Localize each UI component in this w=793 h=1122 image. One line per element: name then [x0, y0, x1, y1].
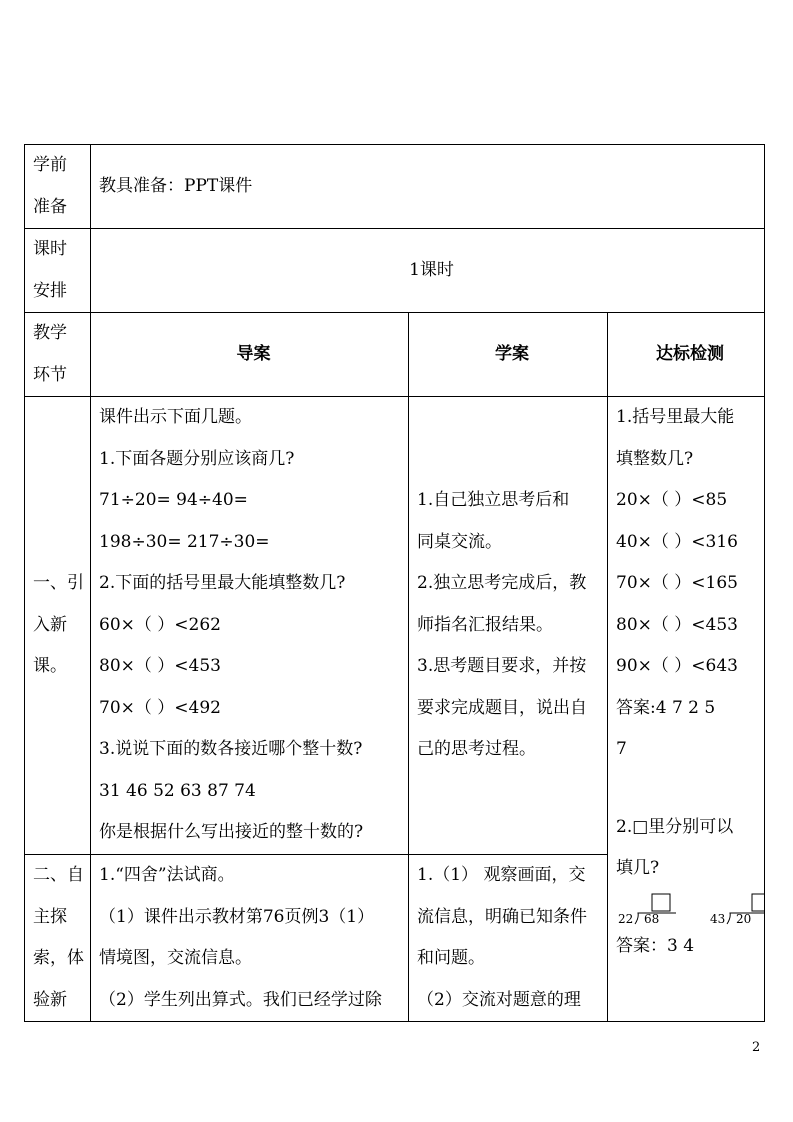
row-prep: [25, 145, 765, 229]
div2-divisor: 43: [710, 911, 726, 926]
section1-guide: 课件出示下面几题。 1.下面各题分别应该商几? 71÷20= 94÷40= 198÷30= 217÷30= 2.下面的括号里最大能填整数几? 60×（ ）<262 80×（ ）<453 70×（ ）<492 3.说说下面的数各接近哪个整十数? 31 46 52 63 87 74 你是根据什么写出接近的整十数的?: [91, 397, 409, 855]
section1-study: 1.自己独立思考后和 同桌交流。 2.独立思考完成后，教 师指名汇报结果。 3.思考题目要求，并按 要求完成题目，说出自 己的思考过程。: [409, 397, 608, 855]
div2-dividend: 20: [736, 911, 752, 926]
row-section1: [25, 397, 765, 855]
label-prep: 学前 准备: [25, 145, 91, 229]
lesson-plan-table: [24, 144, 765, 1022]
answer-box-1: [652, 894, 670, 911]
label-schedule: 课时 安排: [25, 229, 91, 313]
row-schedule: [25, 229, 765, 313]
div1-dividend: 68: [644, 911, 660, 926]
answer-box-2: [752, 894, 764, 911]
section2-guide: 1.“四舍”法试商。 （1）课件出示教材第76页例3（1） 情境图，交流信息。 （2）学生列出算式。我们已经学过除: [91, 855, 409, 1022]
section2-study: 1.（1） 观察画面，交 流信息，明确已知条件 和问题。 （2）交流对题意的理: [409, 855, 608, 1022]
div1-divisor: 22: [618, 911, 634, 926]
label-section1: 一、引 入新 课。: [25, 397, 91, 855]
check-column: 1.括号里最大能 填整数几? 20×（ ）<85 40×（ ）<316 70×（ ）<165 80×（ ）<453 90×（ ）<643 答案:4 7 2 5 7 2.□里分别可以 填几? 22 68 43 20 答案：3 4: [608, 397, 765, 1022]
label-section2: 二、自 主探 索，体 验新: [25, 855, 91, 1022]
division-figure-1: [616, 892, 678, 926]
col-header-check: 达标检测: [608, 313, 765, 397]
row-header: [25, 313, 765, 397]
schedule-content: 1课时: [91, 229, 765, 313]
long-division-figures: [616, 884, 764, 926]
col-header-study: 学案: [409, 313, 608, 397]
col-header-guide: 导案: [91, 313, 409, 397]
label-header: 教学 环节: [25, 313, 91, 397]
prep-content: 教具准备：PPT课件: [91, 145, 765, 229]
division-figure-2: [708, 892, 764, 926]
page-number: 2: [752, 1040, 761, 1055]
